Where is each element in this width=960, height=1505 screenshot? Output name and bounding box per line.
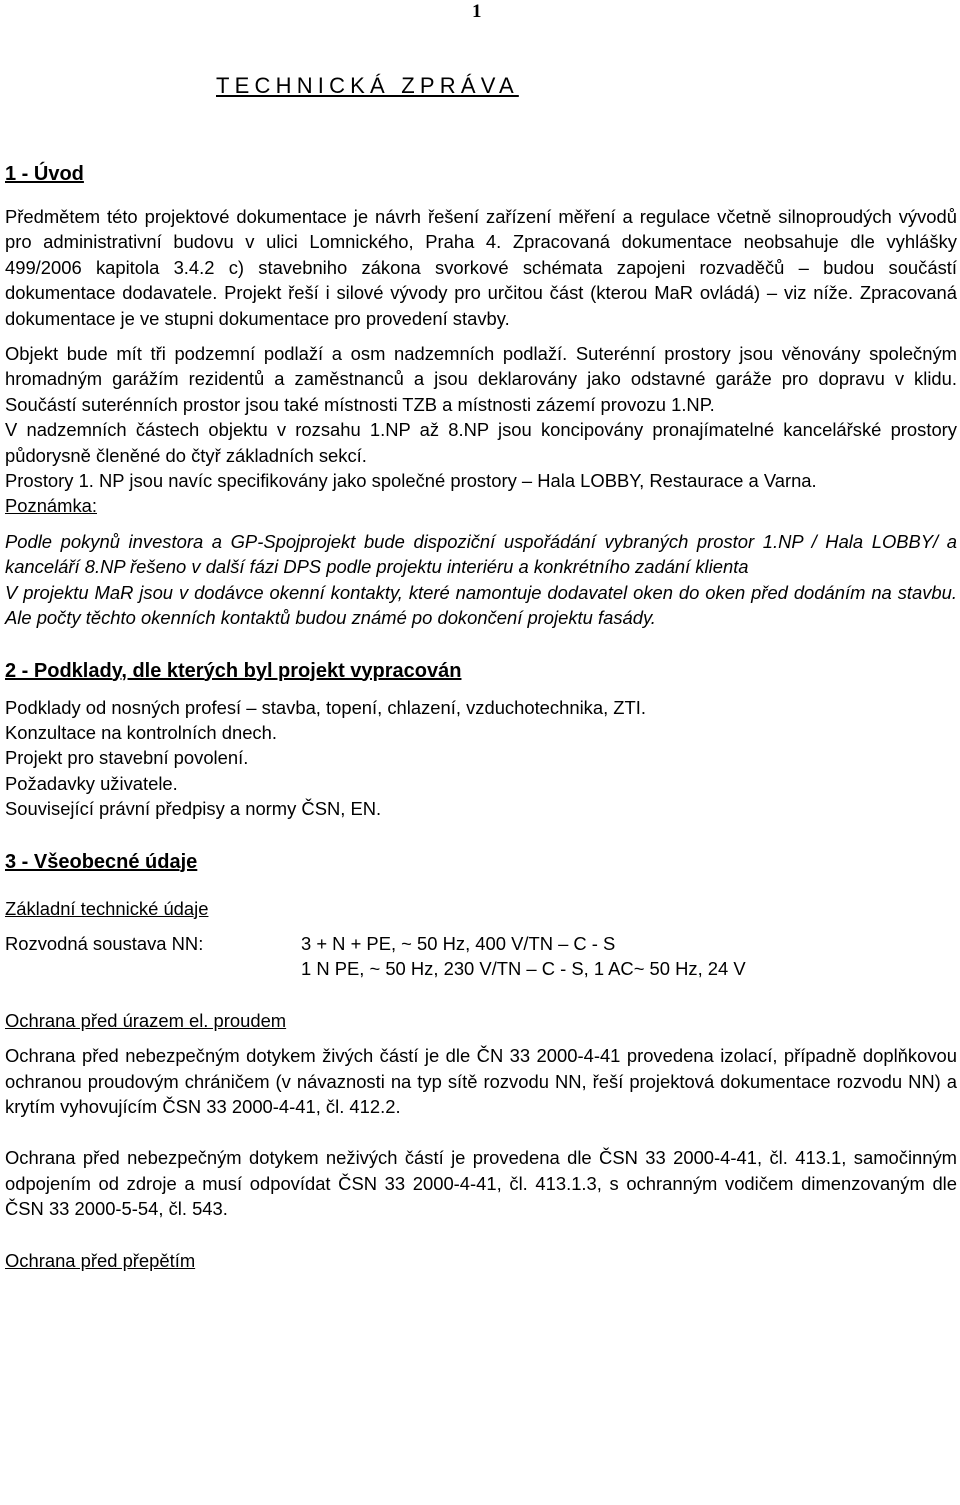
- shock-protection-paragraph-1: Ochrana před nebezpečným dotykem živých částí je dle ČN 33 2000-4-41 provedena izolací, případně doplňkovou ochranou proudovým chráničem (v návaznosti na typ sítě rozvodu NN, řeší projektová dokumentace rozvodu NN) a krytím vyhovujícím ČSN 33 2000-4-41, čl. 412.2.: [5, 1045, 957, 1117]
- note-paragraph-2: V projektu MaR jsou v dodávce okenní kontakty, které namontuje dodavatel oken do oken před dodáním na stavbu. Ale počty těchto okenních kontaktů budou známé po dokončení projektu fasády.: [5, 581, 957, 629]
- ground-floor-paragraph: Prostory 1. NP jsou navíc specifikovány jako společné prostory – Hala LOBBY, Restaurace a Varna.: [5, 470, 817, 492]
- distribution-system-values: [301, 931, 746, 982]
- document-body: [5, 160, 957, 1273]
- distribution-system-label: Rozvodná soustava NN:: [5, 932, 204, 954]
- distribution-system-value: 3 + N + PE, ~ 50 Hz, 400 V/TN – C - S: [301, 932, 616, 954]
- object-paragraph: Objekt bude mít tři podzemní podlaží a osm nadzemních podlaží. Suterénní prostory jsou věnovány společným hromadným garážím rezidentů a zaměstnanců a jsou deklarovány jako odstavné garáže pro dopravu v klidu. Součástí suterénních prostor jsou také místnosti TZB a místnosti zázemí provozu 1.NP.: [5, 343, 957, 415]
- distribution-system-row: [5, 931, 957, 982]
- note-paragraph-1: Podle pokynů investora a GP-Spojprojekt bude dispoziční uspořádání vybraných prostor 1.NP / Hala LOBBY/ a kanceláří 8.NP řešeno v další fázi DPS podle projektu interiéru a konkrétního zadání klienta: [5, 530, 957, 578]
- basic-data-label: Základní technické údaje: [5, 897, 209, 919]
- note-label: Poznámka:: [5, 495, 97, 517]
- sources-line: Související právní předpisy a normy ČSN, EN.: [5, 798, 382, 820]
- shock-protection-label: Ochrana před úrazem el. proudem: [5, 1009, 287, 1031]
- distribution-system-value: 1 N PE, ~ 50 Hz, 230 V/TN – C - S, 1 AC~ 50 Hz, 24 V: [301, 958, 746, 980]
- intro-paragraph: Předmětem této projektové dokumentace je návrh řešení zařízení měření a regulace včetně silnoproudých vývodů pro administrativní budovu v ulici Lomnického, Praha 4. Zpracovaná dokumentace neobsahuje dle vyhlášky 499/2006 kapitola 3.4.2 c) stavebniho zákona svorkové schémata zapojeni rozvaděčů – budou součástí dokumentace dodavatele. Projekt řeší i silové vývody pro určitou část (kterou MaR ovládá) – viz níže. Zpracovaná dokumentace je ve stupni dokumentace pro provedení stavby.: [5, 206, 957, 329]
- sources-line: Projekt pro stavební povolení.: [5, 747, 249, 769]
- sources-line: Konzultace na kontrolních dnech.: [5, 721, 277, 743]
- shock-protection-paragraph-2: Ochrana před nebezpečným dotykem neživých částí je provedena dle ČSN 33 2000-4-41, čl. 413.1, samočinným odpojením od zdroje a musí odpovídat ČSN 33 2000-4-41, čl. 413.1.3, s ochranným vodičem dimenzovaným dle ČSN 33 2000-5-54, čl. 543.: [5, 1147, 957, 1220]
- overvoltage-protection-label: Ochrana před přepětím: [5, 1249, 196, 1271]
- page-number: 1: [472, 1, 482, 22]
- section-2-heading: 2 - Podklady, dle kterých byl projekt vypracován: [5, 659, 462, 682]
- sources-line: Podklady od nosných profesí – stavba, topení, chlazení, vzduchotechnika, ZTI.: [5, 696, 646, 718]
- section-1-heading: 1 - Úvod: [5, 163, 84, 185]
- floors-paragraph: V nadzemních částech objektu v rozsahu 1.NP až 8.NP jsou koncipovány pronajímatelné kancelářské prostory půdorysně členěné do čtyř základních sekcí.: [5, 419, 957, 466]
- sources-line: Požadavky uživatele.: [5, 772, 178, 794]
- document-title: TECHNICKÁ ZPRÁVA: [216, 73, 519, 98]
- section-3-heading: 3 - Všeobecné údaje: [5, 850, 198, 873]
